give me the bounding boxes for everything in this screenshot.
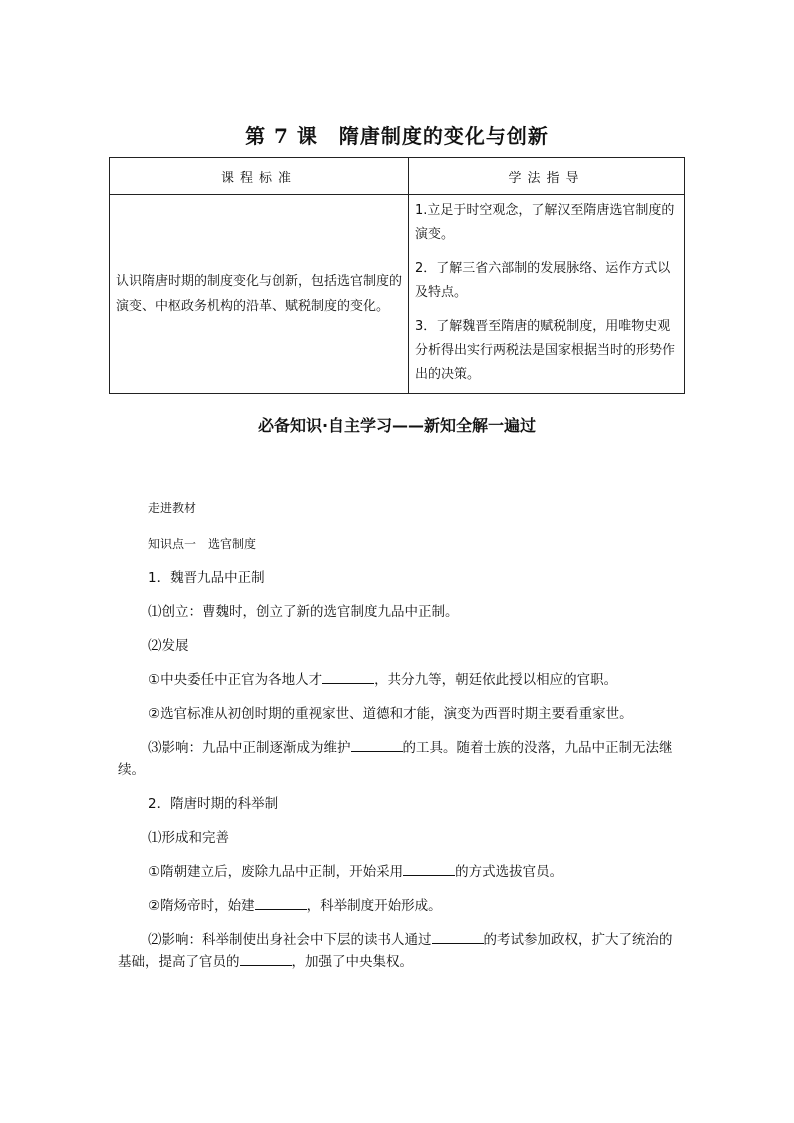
- guidance-item-3: 3．了解魏晋至隋唐的赋税制度，用唯物史观分析得出实行两税法是国家根据当时的形势作出的决策。: [415, 319, 676, 382]
- fill-blank: [322, 669, 374, 684]
- fill-blank: [403, 861, 455, 876]
- header-curriculum-standard: 课程标准: [110, 158, 409, 195]
- study-guidance-cell: [409, 195, 685, 394]
- fill-blank: [351, 737, 403, 752]
- subsection-title-2: 2．隋唐时期的科举制: [148, 796, 279, 812]
- curriculum-table: [109, 157, 685, 394]
- curriculum-standard-text: 认识隋唐时期的制度变化与创新，包括选官制度的演变、中枢政务机构的沿革、赋税制度的变化。: [110, 195, 409, 394]
- paragraph: ⑵影响：科举制使出身社会中下层的读书人通过 的考试参加政权，扩大了统治的基础，提高了官员的 ，加强了中央集权。: [118, 929, 684, 973]
- paragraph: ⑴形成和完善: [148, 830, 229, 846]
- paragraph: ①中央委任中正官为各地人才 ，共分九等，朝廷依此授以相应的官职。: [148, 669, 684, 691]
- paragraph: ①隋朝建立后，废除九品中正制，开始采用 的方式选拔官员。: [148, 861, 684, 883]
- subsection-title-1: 1．魏晋九品中正制: [148, 570, 265, 586]
- fill-blank: [255, 895, 307, 910]
- intro-label: 走进教材: [148, 501, 197, 515]
- section-heading: 必备知识·自主学习——新知全解一遍过: [257, 416, 537, 435]
- header-study-guidance: 学法指导: [409, 158, 685, 195]
- paragraph: ②选官标准从初创时期的重视家世、道德和才能，演变为西晋时期主要看重家世。: [148, 706, 633, 722]
- guidance-item-1: 1.立足于时空观念，了解汉至隋唐选官制度的演变。: [415, 203, 675, 242]
- paragraph: ②隋炀帝时，始建 ，科举制度开始形成。: [148, 895, 684, 917]
- paragraph: ⑶影响：九品中正制逐渐成为维护 的工具。随着士族的没落，九品中正制无法继续。: [118, 737, 684, 781]
- fill-blank: [432, 929, 484, 944]
- page-title: 第 7 课 隋唐制度的变化与创新: [245, 124, 549, 148]
- paragraph: ⑴创立：曹魏时，创立了新的选官制度九品中正制。: [148, 604, 459, 620]
- fill-blank: [240, 951, 292, 966]
- guidance-item-2: 2．了解三省六部制的发展脉络、运作方式以及特点。: [415, 261, 671, 300]
- lesson-content: [118, 497, 684, 973]
- paragraph: ⑵发展: [148, 638, 189, 654]
- knowledge-point-title: 知识点一 选官制度: [148, 537, 257, 551]
